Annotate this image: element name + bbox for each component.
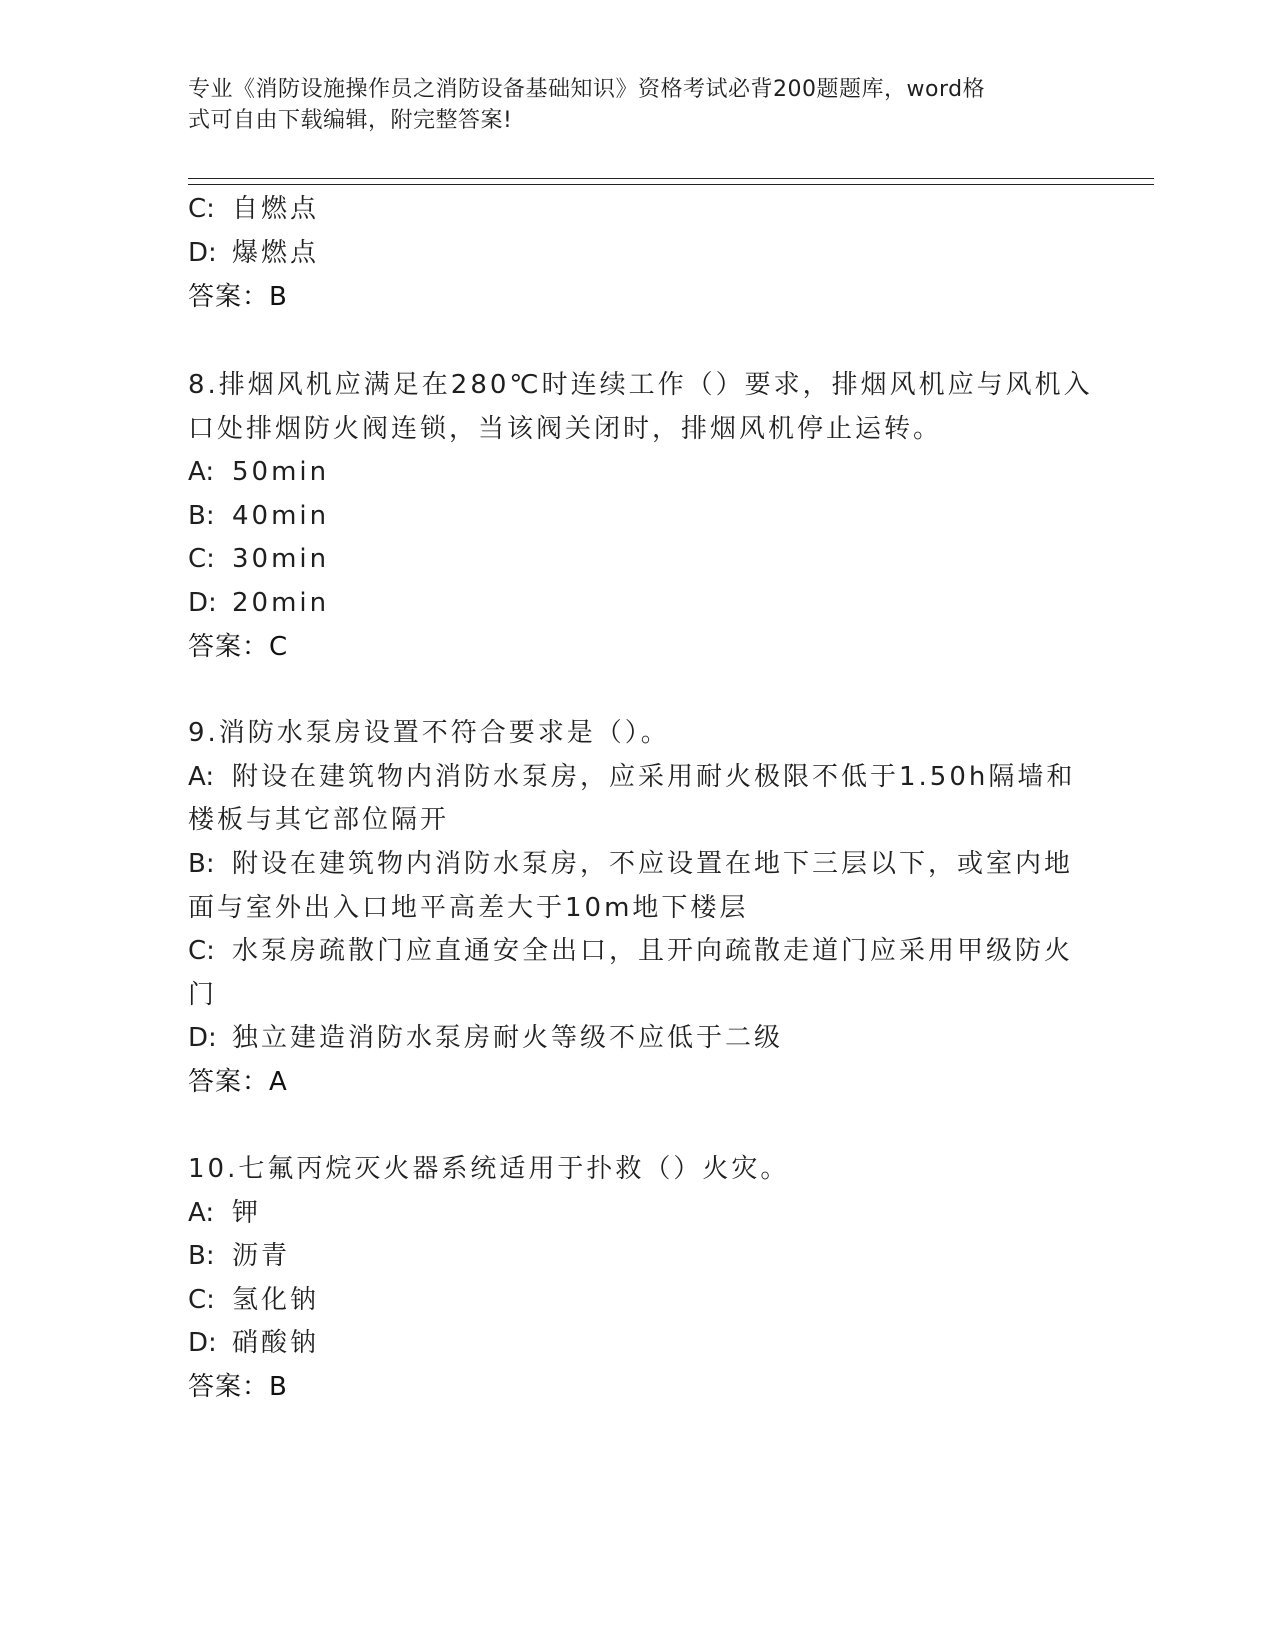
option-key: C: bbox=[188, 544, 215, 574]
option-d bbox=[188, 236, 319, 270]
option-text: 20min bbox=[232, 588, 330, 618]
option-text: 氢化钠 bbox=[232, 1285, 320, 1315]
document-header bbox=[188, 74, 1088, 136]
question-8-stem-line-1: 8.排烟风机应满足在280℃时连续工作（）要求，排烟风机应与风机入 bbox=[188, 370, 1093, 400]
option-text: 30min bbox=[232, 544, 330, 574]
option-key: A: bbox=[188, 1198, 215, 1228]
option-key: D: bbox=[188, 588, 217, 618]
option-b bbox=[188, 847, 1073, 881]
option-text: 爆燃点 bbox=[232, 238, 320, 268]
option-c-continued: 门 bbox=[188, 980, 218, 1010]
option-text: 独立建造消防水泵房耐火等级不应低于二级 bbox=[232, 1023, 784, 1053]
option-key: A: bbox=[188, 762, 215, 792]
option-text: 附设在建筑物内消防水泵房，不应设置在地下三层以下，或室内地 bbox=[232, 849, 1074, 879]
option-text: 硝酸钠 bbox=[232, 1328, 320, 1358]
option-c bbox=[188, 542, 329, 576]
answer-line: 答案：A bbox=[188, 1067, 288, 1097]
option-a bbox=[188, 455, 329, 489]
header-divider-bottom bbox=[188, 184, 1154, 185]
option-key: D: bbox=[188, 238, 217, 268]
question-10-stem: 10.七氟丙烷灭火器系统适用于扑救（）火灾。 bbox=[188, 1154, 790, 1184]
option-key: B: bbox=[188, 1241, 215, 1271]
option-key: D: bbox=[188, 1328, 217, 1358]
option-a bbox=[188, 1196, 261, 1230]
option-text: 50min bbox=[232, 457, 330, 487]
option-text: 水泵房疏散门应直通安全出口，且开向疏散走道门应采用甲级防火 bbox=[232, 936, 1074, 966]
question-9-stem: 9.消防水泵房设置不符合要求是（）。 bbox=[188, 718, 670, 748]
option-key: D: bbox=[188, 1023, 217, 1053]
option-text: 钾 bbox=[232, 1198, 262, 1228]
option-d bbox=[188, 586, 329, 620]
option-key: C: bbox=[188, 936, 215, 966]
option-text: 自燃点 bbox=[232, 194, 320, 224]
header-divider-top bbox=[188, 178, 1154, 179]
option-key: C: bbox=[188, 1285, 215, 1315]
option-c bbox=[188, 934, 1073, 968]
option-d bbox=[188, 1326, 319, 1360]
header-line-1: 专业《消防设施操作员之消防设备基础知识》资格考试必背200题题库，word格 bbox=[188, 77, 986, 102]
option-a-continued: 楼板与其它部位隔开 bbox=[188, 805, 450, 835]
answer-line: 答案：B bbox=[188, 282, 288, 312]
option-a bbox=[188, 760, 1075, 794]
option-b bbox=[188, 1239, 290, 1273]
option-text: 附设在建筑物内消防水泵房，应采用耐火极限不低于1.50h隔墙和 bbox=[232, 762, 1076, 792]
header-line-2: 式可自由下载编辑，附完整答案! bbox=[188, 108, 513, 133]
option-b bbox=[188, 499, 329, 533]
option-c bbox=[188, 1283, 319, 1317]
option-d bbox=[188, 1021, 783, 1055]
answer-line: 答案：C bbox=[188, 632, 289, 662]
option-key: A: bbox=[188, 457, 215, 487]
option-text: 沥青 bbox=[232, 1241, 291, 1271]
option-key: B: bbox=[188, 849, 215, 879]
option-key: C: bbox=[188, 194, 215, 224]
option-text: 40min bbox=[232, 501, 330, 531]
answer-line: 答案：B bbox=[188, 1372, 288, 1402]
option-c bbox=[188, 192, 319, 226]
option-key: B: bbox=[188, 501, 215, 531]
question-8-stem-line-2: 口处排烟防火阀连锁，当该阀关闭时，排烟风机停止运转。 bbox=[188, 414, 943, 444]
option-b-continued: 面与室外出入口地平高差大于10m地下楼层 bbox=[188, 893, 749, 923]
